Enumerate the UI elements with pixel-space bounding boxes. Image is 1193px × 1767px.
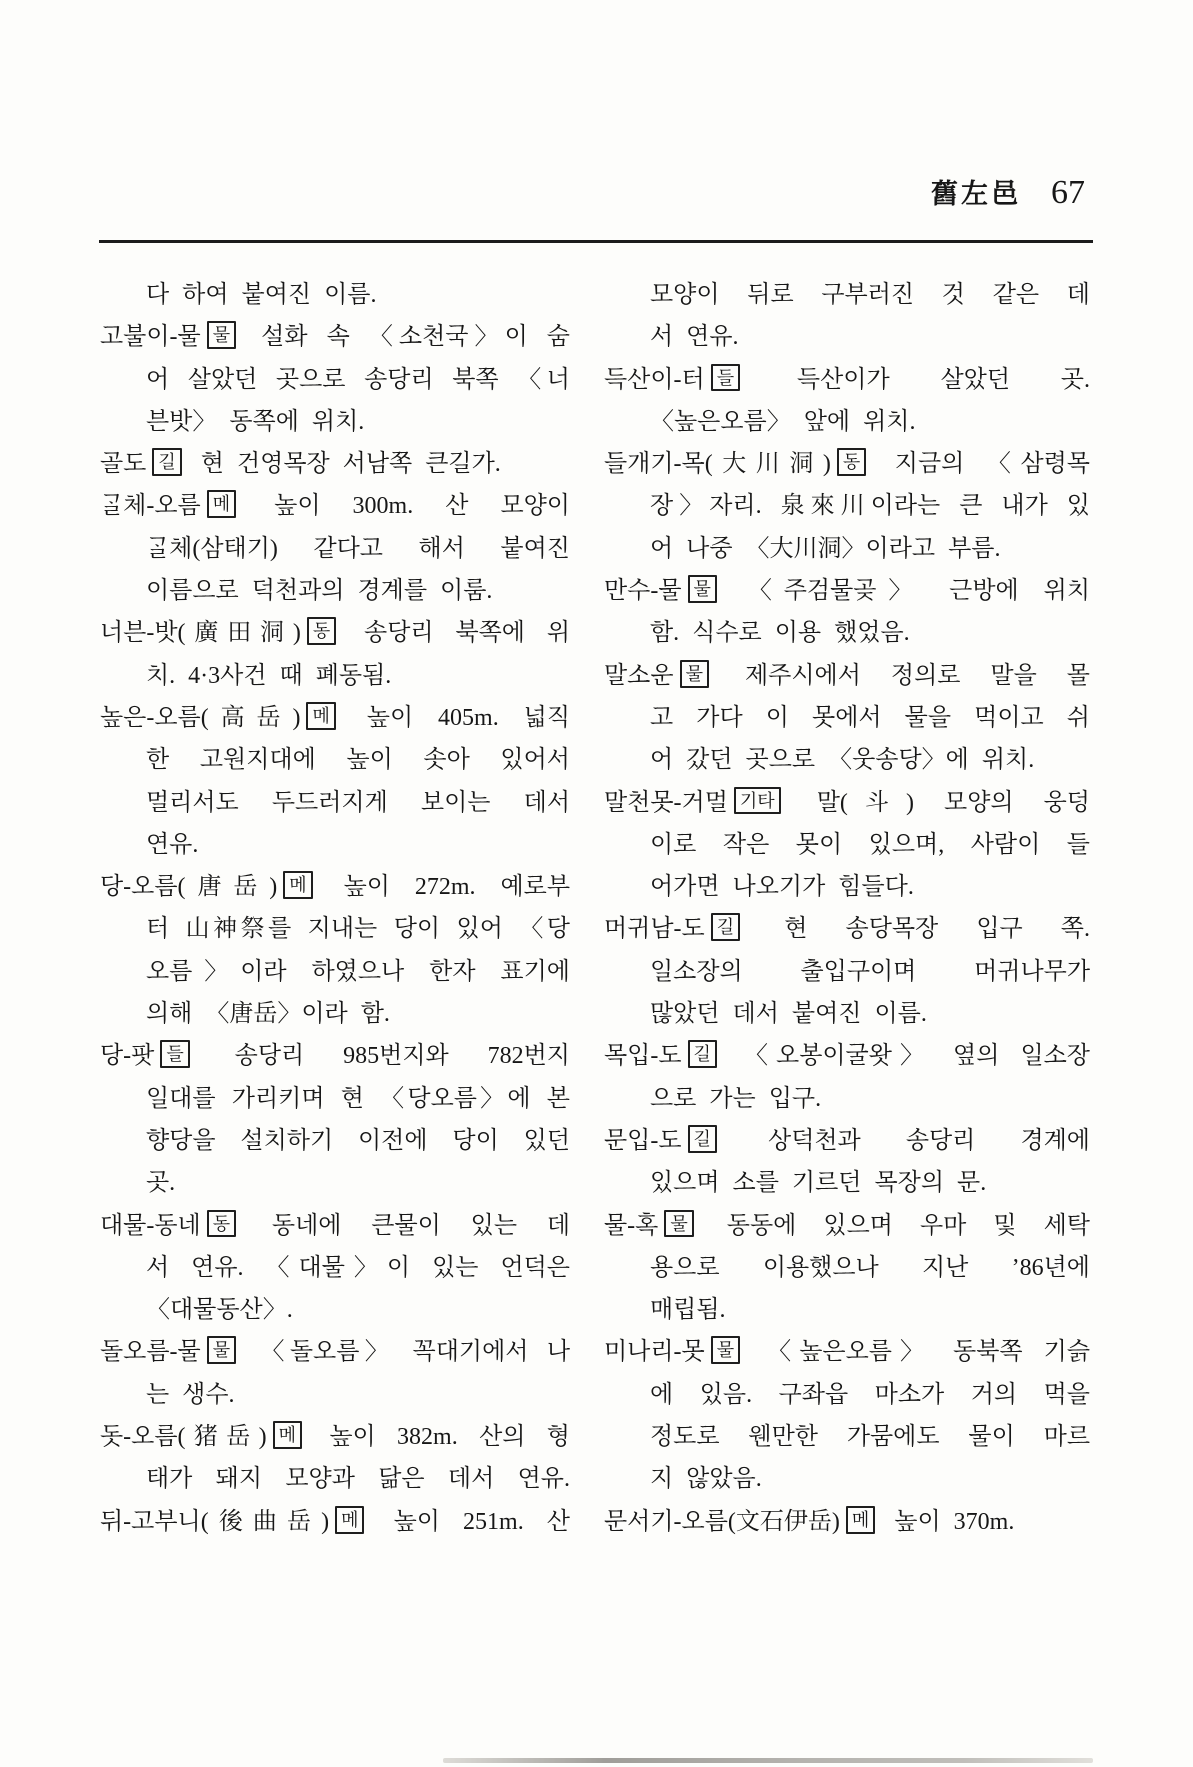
continuation-line: 고 가다 이 못에서 물을 먹이고 쉬 bbox=[650, 704, 1090, 731]
category-badge: 동 bbox=[307, 617, 336, 645]
category-badge: 들 bbox=[160, 1040, 189, 1068]
continuation-line: 에 있음. 구좌읍 마소가 거의 먹을 bbox=[650, 1381, 1090, 1408]
continuation-line: 곳. bbox=[146, 1170, 176, 1197]
continuation-line: ᄀᆞᆯ체(삼태기) 같다고 해서 붙여진 bbox=[146, 535, 570, 562]
continuation-line: 있으며 소를 기르던 목장의 문. bbox=[650, 1170, 987, 1197]
continuation-line: 어 살았던 곳으로 송당리 북쪽 〈너 bbox=[146, 366, 570, 393]
entry-line: 들개기-목(大川洞) 동 지금의 〈삼령목 bbox=[604, 443, 1090, 485]
category-badge: 메 bbox=[207, 490, 236, 518]
category-badge: 메 bbox=[335, 1506, 364, 1534]
continuation-line: 모양이 뒤로 구부러진 것 같은 데 bbox=[650, 282, 1090, 308]
continuation-line: 용으로 이용했으나 지난 ’86년에 bbox=[650, 1254, 1090, 1281]
continuation-line: 매립됨. bbox=[650, 1297, 726, 1324]
category-badge: 들 bbox=[711, 364, 740, 392]
entry-line: 만수-물 물 〈주검물곶〉 근방에 위치 bbox=[604, 570, 1090, 612]
continuation-line: 정도로 웬만한 가뭄에도 물이 마르 bbox=[650, 1424, 1090, 1451]
continuation-line: 으로 가는 입구. bbox=[650, 1085, 822, 1112]
right-column bbox=[604, 274, 1090, 1543]
continuation-line: 치. 4·3사건 때 폐동됨. bbox=[146, 662, 392, 689]
header-rule bbox=[99, 240, 1093, 243]
continuation-line: 연유. bbox=[146, 831, 199, 858]
section-title: 舊左邑 bbox=[931, 179, 1021, 209]
scan-edge-artifact bbox=[443, 1758, 1093, 1763]
entry-line: 고불이-물 물 설화 속 〈소천국〉이 숨 bbox=[100, 316, 570, 358]
continuation-line: 많았던 데서 붙여진 이름. bbox=[650, 1001, 927, 1028]
category-badge: 길 bbox=[688, 1125, 717, 1153]
category-badge: 메 bbox=[306, 702, 335, 730]
continuation-line: 한 고원지대에 높이 솟아 있어서 bbox=[146, 747, 570, 774]
category-badge: 메 bbox=[273, 1421, 302, 1449]
entry-line: 머귀남-도 길 현 송당목장 입구 쪽. bbox=[604, 908, 1090, 950]
entry-line: ᄀᆞᆯ체-오름 메 높이 300m. 산 모양이 bbox=[100, 485, 570, 527]
continuation-line: 일소장의 출입구이며 머귀나무가 bbox=[650, 958, 1090, 985]
category-badge: 물 bbox=[664, 1210, 693, 1238]
continuation-line: 서 연유. bbox=[650, 324, 739, 351]
continuation-line: 함. 식수로 이용 했었음. bbox=[650, 620, 910, 647]
continuation-line: 의해 〈唐岳〉이라 함. bbox=[146, 1001, 390, 1028]
continuation-line: 다 하여 붙여진 이름. bbox=[146, 282, 377, 308]
category-badge: 메 bbox=[846, 1506, 875, 1534]
category-badge: 물 bbox=[688, 575, 717, 603]
category-badge: 기타 bbox=[734, 787, 781, 815]
category-badge: 동 bbox=[837, 448, 866, 476]
entry-line: 당-오름(唐岳) 메 높이 272m. 예로부 bbox=[100, 866, 570, 908]
category-badge: 물 bbox=[207, 321, 236, 349]
continuation-line: 어가면 나오기가 힘들다. bbox=[650, 874, 914, 901]
continuation-line: 〈대물동산〉. bbox=[146, 1297, 293, 1324]
entry-line: 물-혹 물 동동에 있으며 우마 및 세탁 bbox=[604, 1205, 1090, 1247]
continuation-line: 지 않았음. bbox=[650, 1466, 762, 1493]
dictionary-body bbox=[100, 274, 1094, 1543]
entry-line: 미나리-못 물 〈높은오름〉 동북쪽 기슭 bbox=[604, 1331, 1090, 1373]
entry-line: 골도 길 현 건영목장 서남쪽 큰길가. bbox=[100, 443, 570, 485]
page-header bbox=[100, 172, 1085, 212]
category-badge: 길 bbox=[688, 1040, 717, 1068]
entry-line: 뒤-고부니(後曲岳) 메 높이 251m. 산 bbox=[100, 1501, 570, 1543]
continuation-line: 〈높은오름〉 앞에 위치. bbox=[650, 408, 916, 435]
continuation-line: 향당을 설치하기 이전에 당이 있던 bbox=[146, 1127, 570, 1154]
category-badge: 물 bbox=[680, 660, 709, 688]
continuation-line: 장〉자리. 泉來川이라는 큰 내가 있 bbox=[650, 493, 1090, 520]
entry-line: 당-팟 들 송당리 985번지와 782번지 bbox=[100, 1035, 570, 1077]
category-badge: 동 bbox=[207, 1210, 236, 1238]
entry-line: 높은-오름(高岳) 메 높이 405m. 넓직 bbox=[100, 697, 570, 739]
entry-line: 말소운 물 제주시에서 정의로 말을 몰 bbox=[604, 655, 1090, 697]
entry-line: 돗-오름(猪岳) 메 높이 382m. 산의 형 bbox=[100, 1416, 570, 1458]
entry-line: 대물-동네 동 동네에 큰물이 있는 데 bbox=[100, 1205, 570, 1247]
continuation-line: 이로 작은 못이 있으며, 사람이 들 bbox=[650, 831, 1090, 858]
entry-line: 목입-도 길 〈오봉이굴왓〉 옆의 일소장 bbox=[604, 1035, 1090, 1077]
entry-line: 너븐-밧(廣田洞) 동 송당리 북쪽에 위 bbox=[100, 612, 570, 654]
continuation-line: 터 山神祭를 지내는 당이 있어 〈당 bbox=[146, 916, 570, 943]
entry-line: 말천못-거멀 기타 말(斗) 모양의 웅덩 bbox=[604, 782, 1090, 824]
left-column bbox=[100, 274, 570, 1543]
continuation-line: 어 나중 〈大川洞〉이라고 부름. bbox=[650, 535, 1001, 562]
category-badge: 길 bbox=[711, 913, 740, 941]
entry-line: 돌오름-물 물 〈돌오름〉 꼭대기에서 나 bbox=[100, 1331, 570, 1373]
continuation-line: 태가 돼지 모양과 닮은 데서 연유. bbox=[146, 1466, 570, 1493]
entry-line: 문입-도 길 상덕천과 송당리 경계에 bbox=[604, 1120, 1090, 1162]
continuation-line: 븐밧〉 동쪽에 위치. bbox=[146, 408, 365, 435]
page-number: 67 bbox=[1051, 174, 1085, 211]
continuation-line: 오름〉이라 하였으나 한자 표기에 bbox=[146, 958, 570, 985]
entry-line: 득산이-터 들 득산이가 살았던 곳. bbox=[604, 359, 1090, 401]
continuation-line: 서 연유. 〈대물〉이 있는 언덕은 bbox=[146, 1254, 570, 1281]
category-badge: 물 bbox=[711, 1336, 740, 1364]
continuation-line: 이름으로 덕천과의 경계를 이룸. bbox=[146, 578, 493, 605]
continuation-line: 어 갔던 곳으로 〈웃송당〉에 위치. bbox=[650, 747, 1035, 774]
category-badge: 물 bbox=[207, 1336, 236, 1364]
category-badge: 길 bbox=[152, 448, 181, 476]
category-badge: 메 bbox=[283, 871, 312, 899]
entry-line: 문서기-오름(文石伊岳) 메 높이 370m. bbox=[604, 1501, 1090, 1543]
continuation-line: 일대를 가리키며 현 〈당오름〉에 본 bbox=[146, 1085, 570, 1112]
continuation-line: 멀리서도 두드러지게 보이는 데서 bbox=[146, 789, 570, 816]
continuation-line: 는 생수. bbox=[146, 1381, 235, 1408]
